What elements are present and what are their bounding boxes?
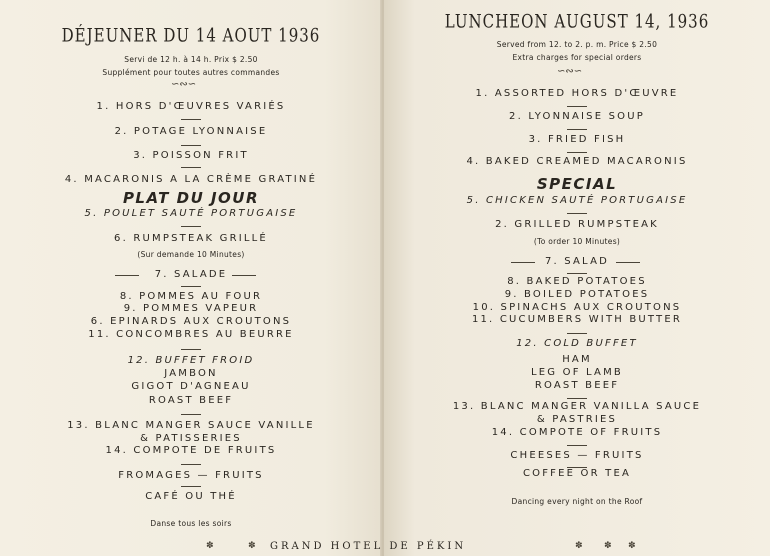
menu-item: 6. RUMPSTEAK GRILLÉ [114, 233, 268, 244]
ornament-icon: ✽ [206, 541, 214, 551]
supplement-note: Extra charges for special orders [512, 53, 642, 62]
divider [567, 333, 587, 334]
menu-item: 8. BAKED POTATOES [507, 276, 647, 287]
ornament-icon: ✽ [575, 541, 583, 551]
menu-item: 9. POMMES VAPEUR [123, 303, 259, 314]
buffet-heading: 12. BUFFET FROID [127, 355, 255, 366]
menu-item-special: 5. POULET SAUTÉ PORTUGAISE [84, 208, 298, 219]
menu-title: LUNCHEON AUGUST 14, 1936 [444, 9, 710, 33]
divider [567, 398, 587, 399]
supplement-note: Supplément pour toutes autres commandes [102, 68, 280, 77]
english-menu-page [384, 0, 770, 556]
menu-item: COFFEE OR TEA [522, 468, 632, 479]
menu-item: & PATISSERIES [140, 433, 242, 444]
menu-item: 6. EPINARDS AUX CROUTONS [90, 316, 292, 327]
divider [181, 486, 201, 487]
divider [181, 145, 201, 146]
divider [181, 349, 201, 350]
ornament-icon: ✽ [628, 541, 636, 551]
divider [181, 119, 201, 120]
buffet-item: ROAST BEEF [534, 380, 620, 391]
divider [567, 273, 587, 274]
menu-item: 2. POTAGE LYONNAISE [114, 126, 268, 137]
divider [567, 106, 587, 107]
served-hours: Served from 12. to 2. p. m. Price $ 2.50 [496, 40, 658, 49]
menu-item: 1. ASSORTED HORS D'ŒUVRE [475, 88, 679, 99]
menu-item: 2. LYONNAISE SOUP [509, 111, 645, 122]
buffet-heading: 12. COLD BUFFET [516, 338, 638, 349]
flourish-icon: ∽∾∽ [171, 79, 197, 90]
menu-item: 11. CONCOMBRES AU BEURRE [88, 329, 294, 340]
menu-item: 11. CUCUMBERS WITH BUTTER [471, 314, 683, 325]
menu-item: CAFÉ OU THÉ [145, 491, 237, 502]
divider [181, 226, 201, 227]
hotel-name-footer: GRAND HOTEL DE PÉKIN [270, 541, 467, 552]
dancing-note: Danse tous les soirs [150, 519, 232, 528]
menu-item: CHEESES — FRUITS [510, 450, 644, 461]
menu-item: FROMAGES — FRUITS [118, 470, 264, 481]
buffet-item: GIGOT D'AGNEAU [131, 381, 251, 392]
flourish-icon: ∽∾∽ [557, 66, 583, 77]
menu-item: 3. POISSON FRIT [133, 150, 249, 161]
menu-item: 2. GRILLED RUMPSTEAK [495, 219, 659, 230]
buffet-item: ROAST BEEF [148, 395, 234, 406]
divider [181, 414, 201, 415]
buffet-item: HAM [562, 354, 592, 365]
divider [567, 129, 587, 130]
menu-item: 7. SALADE [154, 269, 228, 280]
menu-item: 14. COMPOTE OF FRUITS [491, 427, 663, 438]
item-note: (Sur demande 10 Minutes) [137, 250, 245, 259]
menu-item: 13. BLANC MANGER SAUCE VANILLE [67, 420, 315, 431]
buffet-item: LEG OF LAMB [531, 367, 623, 378]
divider [181, 286, 201, 287]
menu-item: 3. FRIED FISH [528, 134, 626, 145]
menu-item: 4. MACARONIS A LA CRÈME GRATINÉ [64, 174, 318, 185]
french-menu-page [0, 0, 382, 556]
ornament-icon: ✽ [248, 541, 256, 551]
menu-item: 7. SALAD [544, 256, 610, 267]
menu-item: & PASTRIES [536, 414, 618, 425]
divider [616, 262, 640, 263]
divider [567, 213, 587, 214]
divider [181, 167, 201, 168]
menu-item: 9. BOILED POTATOES [504, 289, 650, 300]
divider [232, 275, 256, 276]
divider [567, 445, 587, 446]
special-heading: SPECIAL [536, 175, 618, 193]
ornament-icon: ✽ [604, 541, 612, 551]
menu-item: 1. HORS D'ŒUVRES VARIÉS [96, 101, 286, 112]
menu-item: 14. COMPOTE DE FRUITS [105, 445, 277, 456]
menu-item: 10. SPINACHS AUX CROUTONS [472, 302, 682, 313]
divider [567, 152, 587, 153]
item-note: (To order 10 Minutes) [533, 237, 621, 246]
dancing-note: Dancing every night on the Roof [511, 497, 643, 506]
menu-item: 8. POMMES AU FOUR [119, 291, 263, 302]
plat-du-jour-heading: PLAT DU JOUR [122, 189, 260, 207]
menu-item: 13. BLANC MANGER VANILLA SAUCE [452, 401, 702, 412]
divider [181, 464, 201, 465]
buffet-item: JAMBON [164, 368, 218, 379]
served-hours: Servi de 12 h. à 14 h. Prix $ 2.50 [124, 55, 258, 64]
menu-item-special: 5. CHICKEN SAUTÉ PORTUGAISE [466, 195, 688, 206]
menu-title: DÉJEUNER DU 14 AOUT 1936 [61, 23, 321, 47]
menu-item: 4. BAKED CREAMED MACARONIS [466, 156, 688, 167]
